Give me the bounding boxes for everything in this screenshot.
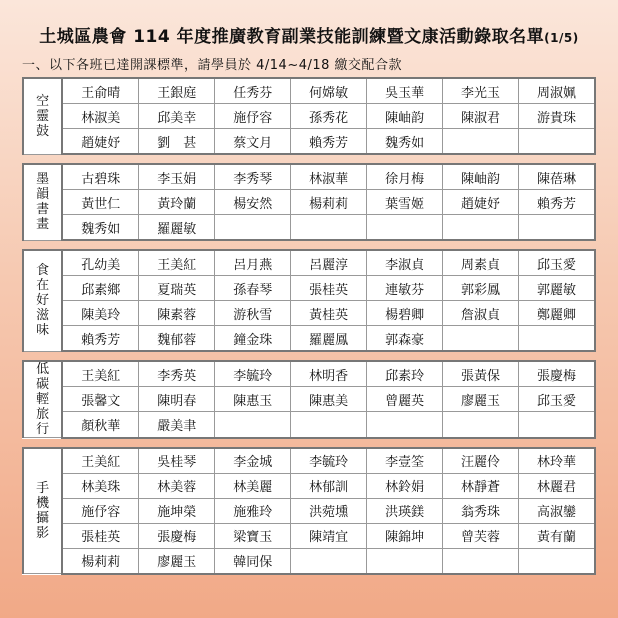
student-name-cell: 梁寶玉 xyxy=(215,523,291,548)
student-name-cell: 林鈴娟 xyxy=(367,473,443,498)
student-name-cell: 何嫦敏 xyxy=(291,78,367,104)
class-name-text: 食在好滋味 xyxy=(36,263,50,339)
student-name-cell xyxy=(291,548,367,574)
student-name-cell: 王美紅 xyxy=(62,361,138,387)
table-row xyxy=(23,523,595,548)
student-name-cell: 孫春琴 xyxy=(215,276,291,301)
class-name-label xyxy=(23,78,62,154)
student-name-cell: 施雅玲 xyxy=(215,498,291,523)
title-text: 土城區農會 114 年度推廣教育副業技能訓練暨文康活動錄取名單 xyxy=(39,27,545,47)
student-name-cell: 黃玲蘭 xyxy=(139,190,215,215)
student-name-cell: 陳錦坤 xyxy=(367,523,443,548)
student-name-cell: 趙婕妤 xyxy=(62,129,138,155)
student-name-cell xyxy=(519,548,595,574)
student-name-cell: 賴秀芳 xyxy=(62,326,138,352)
student-name-cell: 邱美幸 xyxy=(139,104,215,129)
student-name-cell xyxy=(443,548,519,574)
student-name-cell: 汪麗伶 xyxy=(443,448,519,474)
student-name-cell: 翁秀珠 xyxy=(443,498,519,523)
class-name-label xyxy=(23,250,62,351)
student-name-cell: 張桂英 xyxy=(62,523,138,548)
student-name-cell: 呂月燕 xyxy=(215,250,291,276)
student-name-cell: 魏郁蓉 xyxy=(139,326,215,352)
student-name-cell: 王美紅 xyxy=(62,448,138,474)
student-name-cell: 徐月梅 xyxy=(367,164,443,190)
student-name-cell: 林明香 xyxy=(291,361,367,387)
student-name-cell: 張慶梅 xyxy=(139,523,215,548)
table-row xyxy=(23,276,595,301)
student-name-cell xyxy=(367,215,443,241)
student-name-cell: 曾麗英 xyxy=(367,387,443,412)
student-name-cell: 游貴珠 xyxy=(519,104,595,129)
student-name-cell: 楊安然 xyxy=(215,190,291,215)
student-name-cell: 洪菀壎 xyxy=(291,498,367,523)
student-name-cell: 李壹筌 xyxy=(367,448,443,474)
student-name-cell: 陳岫韵 xyxy=(443,164,519,190)
student-name-cell: 呂麗淳 xyxy=(291,250,367,276)
student-name-cell: 張桂英 xyxy=(291,276,367,301)
student-name-cell: 黃有蘭 xyxy=(519,523,595,548)
student-name-cell: 陳明春 xyxy=(139,387,215,412)
student-name-cell: 周素貞 xyxy=(443,250,519,276)
student-name-cell xyxy=(519,326,595,352)
student-name-cell xyxy=(443,129,519,155)
title-page-indicator: (1/5) xyxy=(544,31,579,45)
student-name-cell: 林美蓉 xyxy=(139,473,215,498)
table-row xyxy=(23,473,595,498)
student-name-cell: 韓同保 xyxy=(215,548,291,574)
student-name-cell: 楊碧卿 xyxy=(367,301,443,326)
student-name-cell: 楊莉莉 xyxy=(62,548,138,574)
student-name-cell xyxy=(367,548,443,574)
student-name-cell: 張慶梅 xyxy=(519,361,595,387)
table-row xyxy=(23,548,595,574)
student-name-cell: 李金城 xyxy=(215,448,291,474)
student-name-cell xyxy=(519,412,595,438)
student-name-cell: 郭森豪 xyxy=(367,326,443,352)
student-name-cell: 鐘金珠 xyxy=(215,326,291,352)
student-name-cell xyxy=(519,215,595,241)
table-row xyxy=(23,301,595,326)
student-name-cell: 林麗君 xyxy=(519,473,595,498)
class-name-label xyxy=(23,164,62,240)
student-name-cell: 陳惠玉 xyxy=(215,387,291,412)
table-row xyxy=(23,78,595,104)
student-name-cell: 詹淑貞 xyxy=(443,301,519,326)
student-name-cell: 王俞晴 xyxy=(62,78,138,104)
student-name-cell xyxy=(443,412,519,438)
student-name-cell: 曾芙蓉 xyxy=(443,523,519,548)
student-name-cell: 顏秋華 xyxy=(62,412,138,438)
student-name-cell: 孔幼美 xyxy=(62,250,138,276)
student-name-cell: 蔡文月 xyxy=(215,129,291,155)
table-row xyxy=(23,498,595,523)
student-name-cell: 邱玉愛 xyxy=(519,250,595,276)
table-row xyxy=(23,250,595,276)
student-name-cell: 劉 甚 xyxy=(139,129,215,155)
class-name-text: 低碳輕旅行 xyxy=(36,362,50,437)
student-name-cell xyxy=(215,215,291,241)
table-row xyxy=(23,129,595,155)
student-name-cell: 陳素蓉 xyxy=(139,301,215,326)
student-name-cell: 游秋雪 xyxy=(215,301,291,326)
student-name-cell: 葉雪姬 xyxy=(367,190,443,215)
student-name-cell: 陳惠美 xyxy=(291,387,367,412)
student-name-cell: 魏秀如 xyxy=(367,129,443,155)
student-name-cell: 黃桂英 xyxy=(291,301,367,326)
student-name-cell: 林郁訓 xyxy=(291,473,367,498)
student-name-cell: 林玲華 xyxy=(519,448,595,474)
student-name-cell xyxy=(291,412,367,438)
student-name-cell: 魏秀如 xyxy=(62,215,138,241)
student-name-cell: 林美珠 xyxy=(62,473,138,498)
table-row xyxy=(23,104,595,129)
student-name-cell: 陳美玲 xyxy=(62,301,138,326)
class-name-text: 墨韻書畫 xyxy=(36,172,50,233)
student-name-cell: 黃世仁 xyxy=(62,190,138,215)
student-name-cell xyxy=(291,215,367,241)
student-name-cell: 孫秀花 xyxy=(291,104,367,129)
class-table xyxy=(22,163,596,241)
student-name-cell: 賴秀芳 xyxy=(519,190,595,215)
student-name-cell: 林淑華 xyxy=(291,164,367,190)
student-name-cell xyxy=(443,215,519,241)
class-table xyxy=(22,77,596,155)
class-name-label xyxy=(23,361,62,438)
table-row xyxy=(23,412,595,438)
class-name-text: 空靈鼓 xyxy=(36,93,50,139)
table-row xyxy=(23,164,595,190)
student-name-cell: 王美紅 xyxy=(139,250,215,276)
table-row xyxy=(23,215,595,241)
student-name-cell xyxy=(215,412,291,438)
student-name-cell: 洪瑛鎂 xyxy=(367,498,443,523)
student-name-cell: 任秀芬 xyxy=(215,78,291,104)
student-name-cell xyxy=(443,326,519,352)
table-row xyxy=(23,190,595,215)
student-name-cell: 李淑貞 xyxy=(367,250,443,276)
student-name-cell: 邱玉愛 xyxy=(519,387,595,412)
student-name-cell: 施伃容 xyxy=(62,498,138,523)
student-name-cell: 王銀庭 xyxy=(139,78,215,104)
student-name-cell: 林靜蒼 xyxy=(443,473,519,498)
student-name-cell: 李秀英 xyxy=(139,361,215,387)
student-name-cell: 羅麗敏 xyxy=(139,215,215,241)
student-name-cell: 吳玉華 xyxy=(367,78,443,104)
student-name-cell: 李秀琴 xyxy=(215,164,291,190)
notice-text: 一、以下各班已達開課標準，請學員於 4/14~4/18 繳交配合款 xyxy=(22,58,403,73)
student-name-cell: 陳淑君 xyxy=(443,104,519,129)
student-name-cell xyxy=(519,129,595,155)
table-row xyxy=(23,361,595,387)
page-title xyxy=(0,22,618,47)
student-name-cell: 李光玉 xyxy=(443,78,519,104)
student-name-cell: 張馨文 xyxy=(62,387,138,412)
student-name-cell xyxy=(367,412,443,438)
table-row xyxy=(23,387,595,412)
student-name-cell: 周淑姵 xyxy=(519,78,595,104)
class-sections xyxy=(22,77,596,583)
student-name-cell: 林淑美 xyxy=(62,104,138,129)
class-name-label xyxy=(23,448,62,574)
student-name-cell: 吳桂琴 xyxy=(139,448,215,474)
table-row xyxy=(23,326,595,352)
class-table xyxy=(22,447,596,575)
student-name-cell: 邱素玲 xyxy=(367,361,443,387)
student-name-cell: 夏瑞英 xyxy=(139,276,215,301)
student-name-cell: 李毓玲 xyxy=(215,361,291,387)
student-name-cell: 李毓玲 xyxy=(291,448,367,474)
class-name-text: 手機攝影 xyxy=(36,480,50,541)
student-name-cell: 連敏芬 xyxy=(367,276,443,301)
student-name-cell: 廖麗玉 xyxy=(139,548,215,574)
student-name-cell: 鄭麗卿 xyxy=(519,301,595,326)
student-name-cell: 古碧珠 xyxy=(62,164,138,190)
student-name-cell: 林美麗 xyxy=(215,473,291,498)
student-name-cell: 陳靖宜 xyxy=(291,523,367,548)
student-name-cell: 陳蓓琳 xyxy=(519,164,595,190)
student-name-cell: 李玉娟 xyxy=(139,164,215,190)
student-name-cell: 邱素鄉 xyxy=(62,276,138,301)
class-table xyxy=(22,249,596,352)
student-name-cell: 廖麗玉 xyxy=(443,387,519,412)
student-name-cell: 施伃容 xyxy=(215,104,291,129)
student-name-cell: 賴秀芳 xyxy=(291,129,367,155)
student-name-cell: 高淑鑾 xyxy=(519,498,595,523)
class-table xyxy=(22,360,596,439)
student-name-cell: 郭麗敏 xyxy=(519,276,595,301)
student-name-cell: 楊莉莉 xyxy=(291,190,367,215)
table-row xyxy=(23,448,595,474)
student-name-cell: 郭彩鳳 xyxy=(443,276,519,301)
student-name-cell: 陳岫韵 xyxy=(367,104,443,129)
student-name-cell: 趙婕妤 xyxy=(443,190,519,215)
student-name-cell: 張黃保 xyxy=(443,361,519,387)
student-name-cell: 施坤榮 xyxy=(139,498,215,523)
student-name-cell: 羅麗鳳 xyxy=(291,326,367,352)
student-name-cell: 嚴美聿 xyxy=(139,412,215,438)
